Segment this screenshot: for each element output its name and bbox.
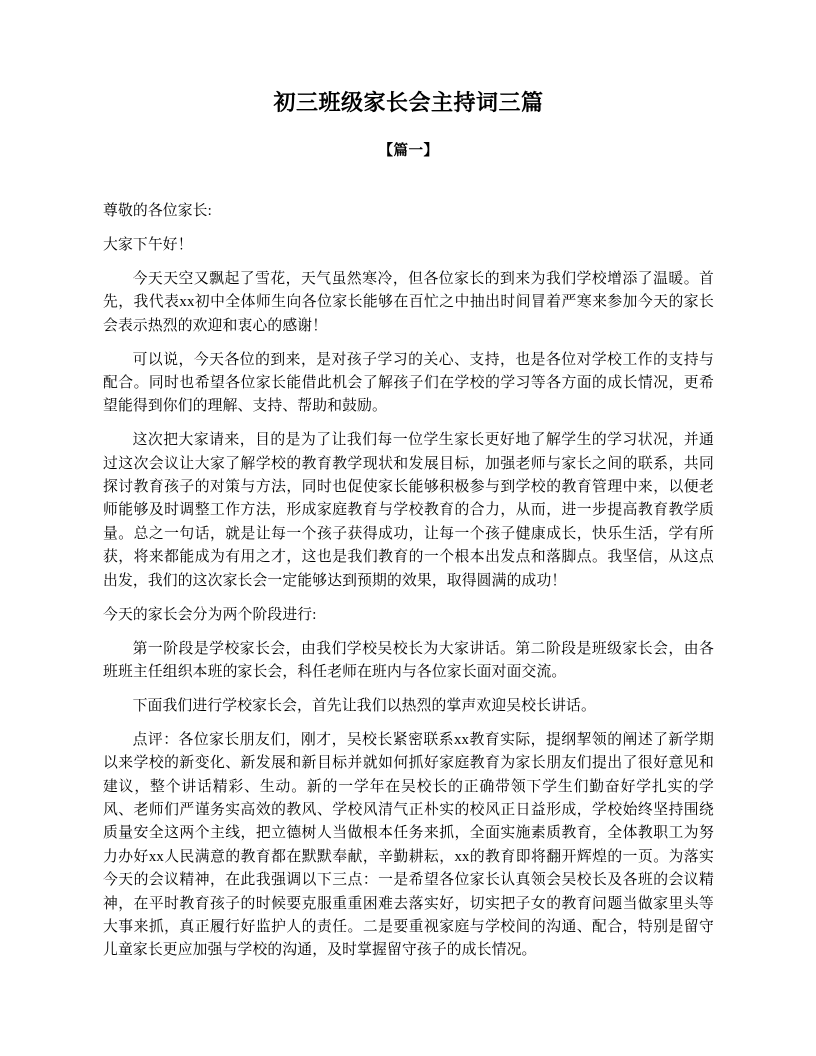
paragraph-greeting: 大家下午好！	[103, 236, 193, 253]
paragraph-applause: 下面我们进行学校家长会，首先让我们以热烈的掌声欢迎吴校长讲话。	[132, 697, 596, 714]
section-label: 【篇一】	[378, 143, 439, 159]
page-title: 初三班级家长会主持词三篇	[273, 90, 544, 115]
paragraph-support: 可以说，今天各位的到来，是对孩子学习的关心、支持，也是各位对学校工作的支持与配合。同时也希望各位家长能借此机会了解孩子们在学校的学习等各方面的成长情况，更希望能得到你们的理解、支持、帮助和鼓励。	[103, 351, 714, 415]
paragraph-salutation: 尊敬的各位家长:	[103, 203, 212, 219]
paragraph-commentary: 点评：各位家长朋友们，刚才，吴校长紧密联系xx教育实际，提纲挈领的阐述了新学期以来学校的新变化、新发展和新目标并就如何抓好家庭教育为家长朋友们提出了很好意见和建议，整个讲话精彩、生动。新的一学年在吴校长的正确带领下学生们勤奋好学扎实的学风、老师们严谨务实高效的教风、学校风清气正朴实的校风正日益形成，学校始终坚持围绕质量安全这两个主线，把立德树人当做根本任务来抓，全面实施素质教育，全体教职工为努力办好xx人民满意的教育都在默默奉献，辛勤耕耘，xx的教育即将翻开辉煌的一页。为落实今天的会议精神，在此我强调以下三点：一是希望各位家长认真领会吴校长及各班的会议精神，在平时教育孩子的时候要克服重重困难去落实好，切实把子女的教育问题当做家里头等大事来抓，真正履行好监护人的责任。二是要重视家庭与学校间的沟通、配合，特别是留守儿童家长更应加强与学校的沟通，及时掌握留守孩子的成长情况。	[103, 731, 714, 959]
paragraph-welcome: 今天天空又飘起了雪花，天气虽然寒冷，但各位家长的到来为我们学校增添了温暖。首先，我代表xx初中全体师生向各位家长能够在百忙之中抽出时间冒着严寒来参加今天的家长会表示热烈的欢迎和衷心的感谢！	[103, 270, 714, 334]
paragraph-agenda-stages: 第一阶段是学校家长会，由我们学校吴校长为大家讲话。第二阶段是班级家长会，由各班班主任组织本班的家长会，科任老师在班内与各位家长面对面交流。	[103, 640, 714, 680]
document-body	[103, 88, 714, 973]
paragraph-agenda-intro: 今天的家长会分为两个阶段进行:	[103, 606, 317, 623]
paragraph-purpose: 这次把大家请来，目的是为了让我们每一位学生家长更好地了解学生的学习状况，并通过这次会议让大家了解学校的教育教学现状和发展目标，加强老师与家长之间的联系，共同探讨教育孩子的对策与方法，同时也促使家长能够积极参与到学校的教育管理中来，以便老师能够及时调整工作方法，形成家庭教育与学校教育的合力，从而，进一步提高教育教学质量。总之一句话，就是让每一个孩子获得成功，让每一个孩子健康成长，快乐生活，学有所获，将来都能成为有用之才，这也是我们教育的一个根本出发点和落脚点。我坚信，从这点出发，我们的这次家长会一定能够达到预期的效果，取得圆满的成功！	[103, 432, 714, 589]
